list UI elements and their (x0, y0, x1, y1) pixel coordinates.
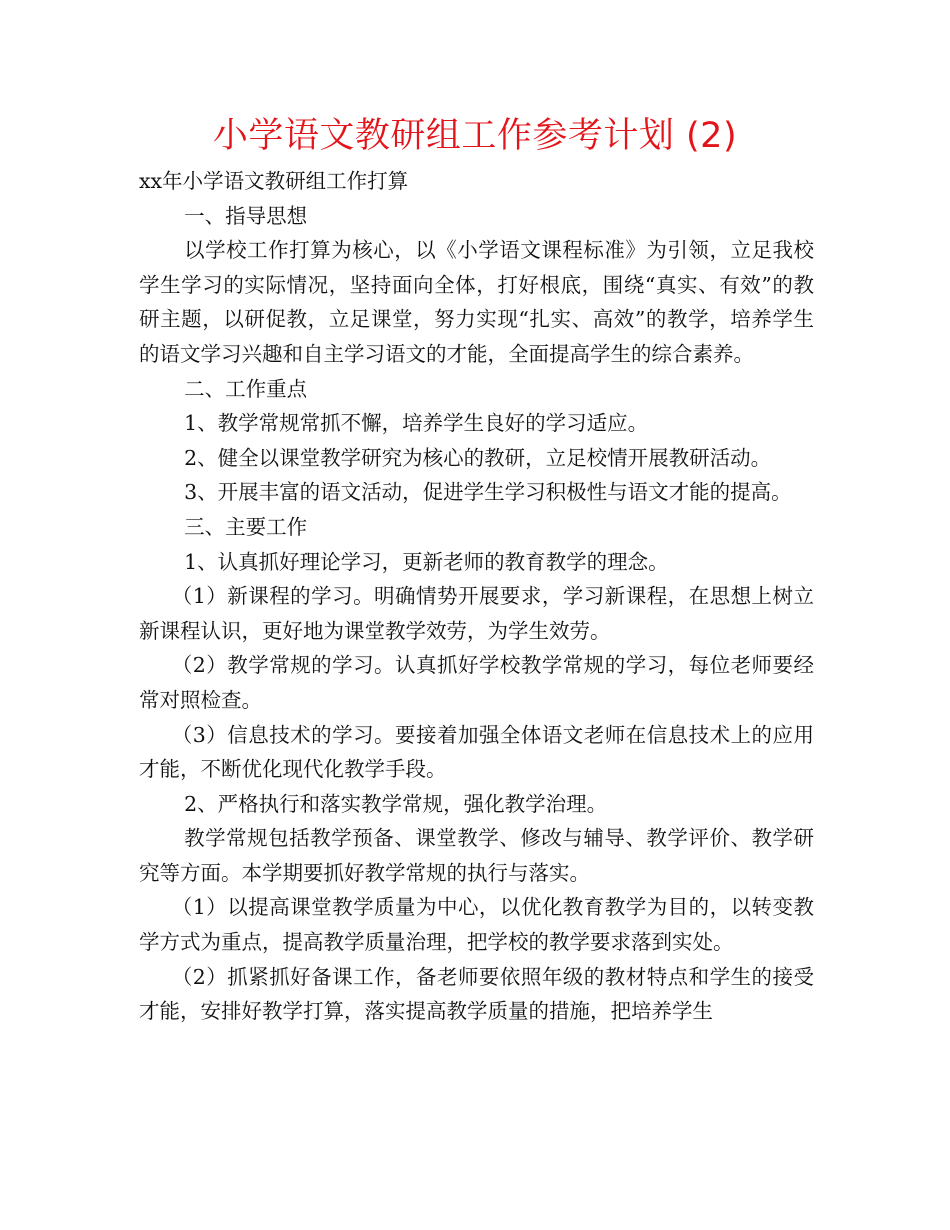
paragraph: 教学常规包括教学预备、课堂教学、修改与辅导、教学评价、教学研究等方面。本学期要抓好教学常规的执行与落实。 (139, 826, 814, 885)
paragraph: 1、认真抓好理论学习，更新老师的教育教学的理念。 (184, 549, 669, 574)
paragraph: 1、教学常规常抓不懈，培养学生良好的学习适应。 (184, 411, 649, 436)
paragraph: 二、工作重点 (184, 376, 308, 401)
paragraph: （2）教学常规的学习。认真抓好学校教学常规的学习，每位老师要经常对照检查。 (139, 653, 814, 712)
paragraph: （3）信息技术的学习。要接着加强全体语文老师在信息技术上的应用才能，不断优化现代化教学手段。 (139, 722, 814, 782)
document-title: 小学语文教研组工作参考计划 (2) (212, 116, 738, 156)
paragraph: 以学校工作打算为核心，以《小学语文课程标准》为引领，立足我校学生学习的实际情况，坚持面向全体，打好根底，围绕“真实、有效”的教研主题，以研促教，立足课堂，努力实现“扎实、高效”的教学，培养学生的语文学习兴趣和自主学习语文的才能，全面提高学生的综合素养。 (139, 238, 814, 366)
paragraph: 3、开展丰富的语文活动，促进学生学习积极性与语文才能的提高。 (184, 480, 792, 505)
paragraph: （1）新课程的学习。明确情势开展要求，学习新课程，在思想上树立新课程认识，更好地为课堂教学效劳，为学生效劳。 (139, 584, 814, 643)
paragraph: （2）抓紧抓好备课工作，备老师要依照年级的教材特点和学生的接受才能，安排好教学打算，落实提高教学质量的措施，把培养学生 (139, 964, 814, 1024)
paragraph: 2、健全以课堂教学研究为核心的教研，立足校情开展教研活动。 (184, 445, 772, 470)
paragraph: 三、主要工作 (184, 514, 308, 539)
paragraph: （1）以提高课堂教学质量为中心，以优化教育教学为目的，以转变教学方式为重点，提高教学质量治理，把学校的教学要求落到实处。 (139, 895, 814, 955)
document-body (139, 164, 814, 1029)
paragraph: 一、指导思想 (184, 203, 308, 228)
paragraph: 2、严格执行和落实教学常规，强化教学治理。 (184, 791, 608, 816)
paragraph: xx年小学语文教研组工作打算 (139, 169, 409, 193)
